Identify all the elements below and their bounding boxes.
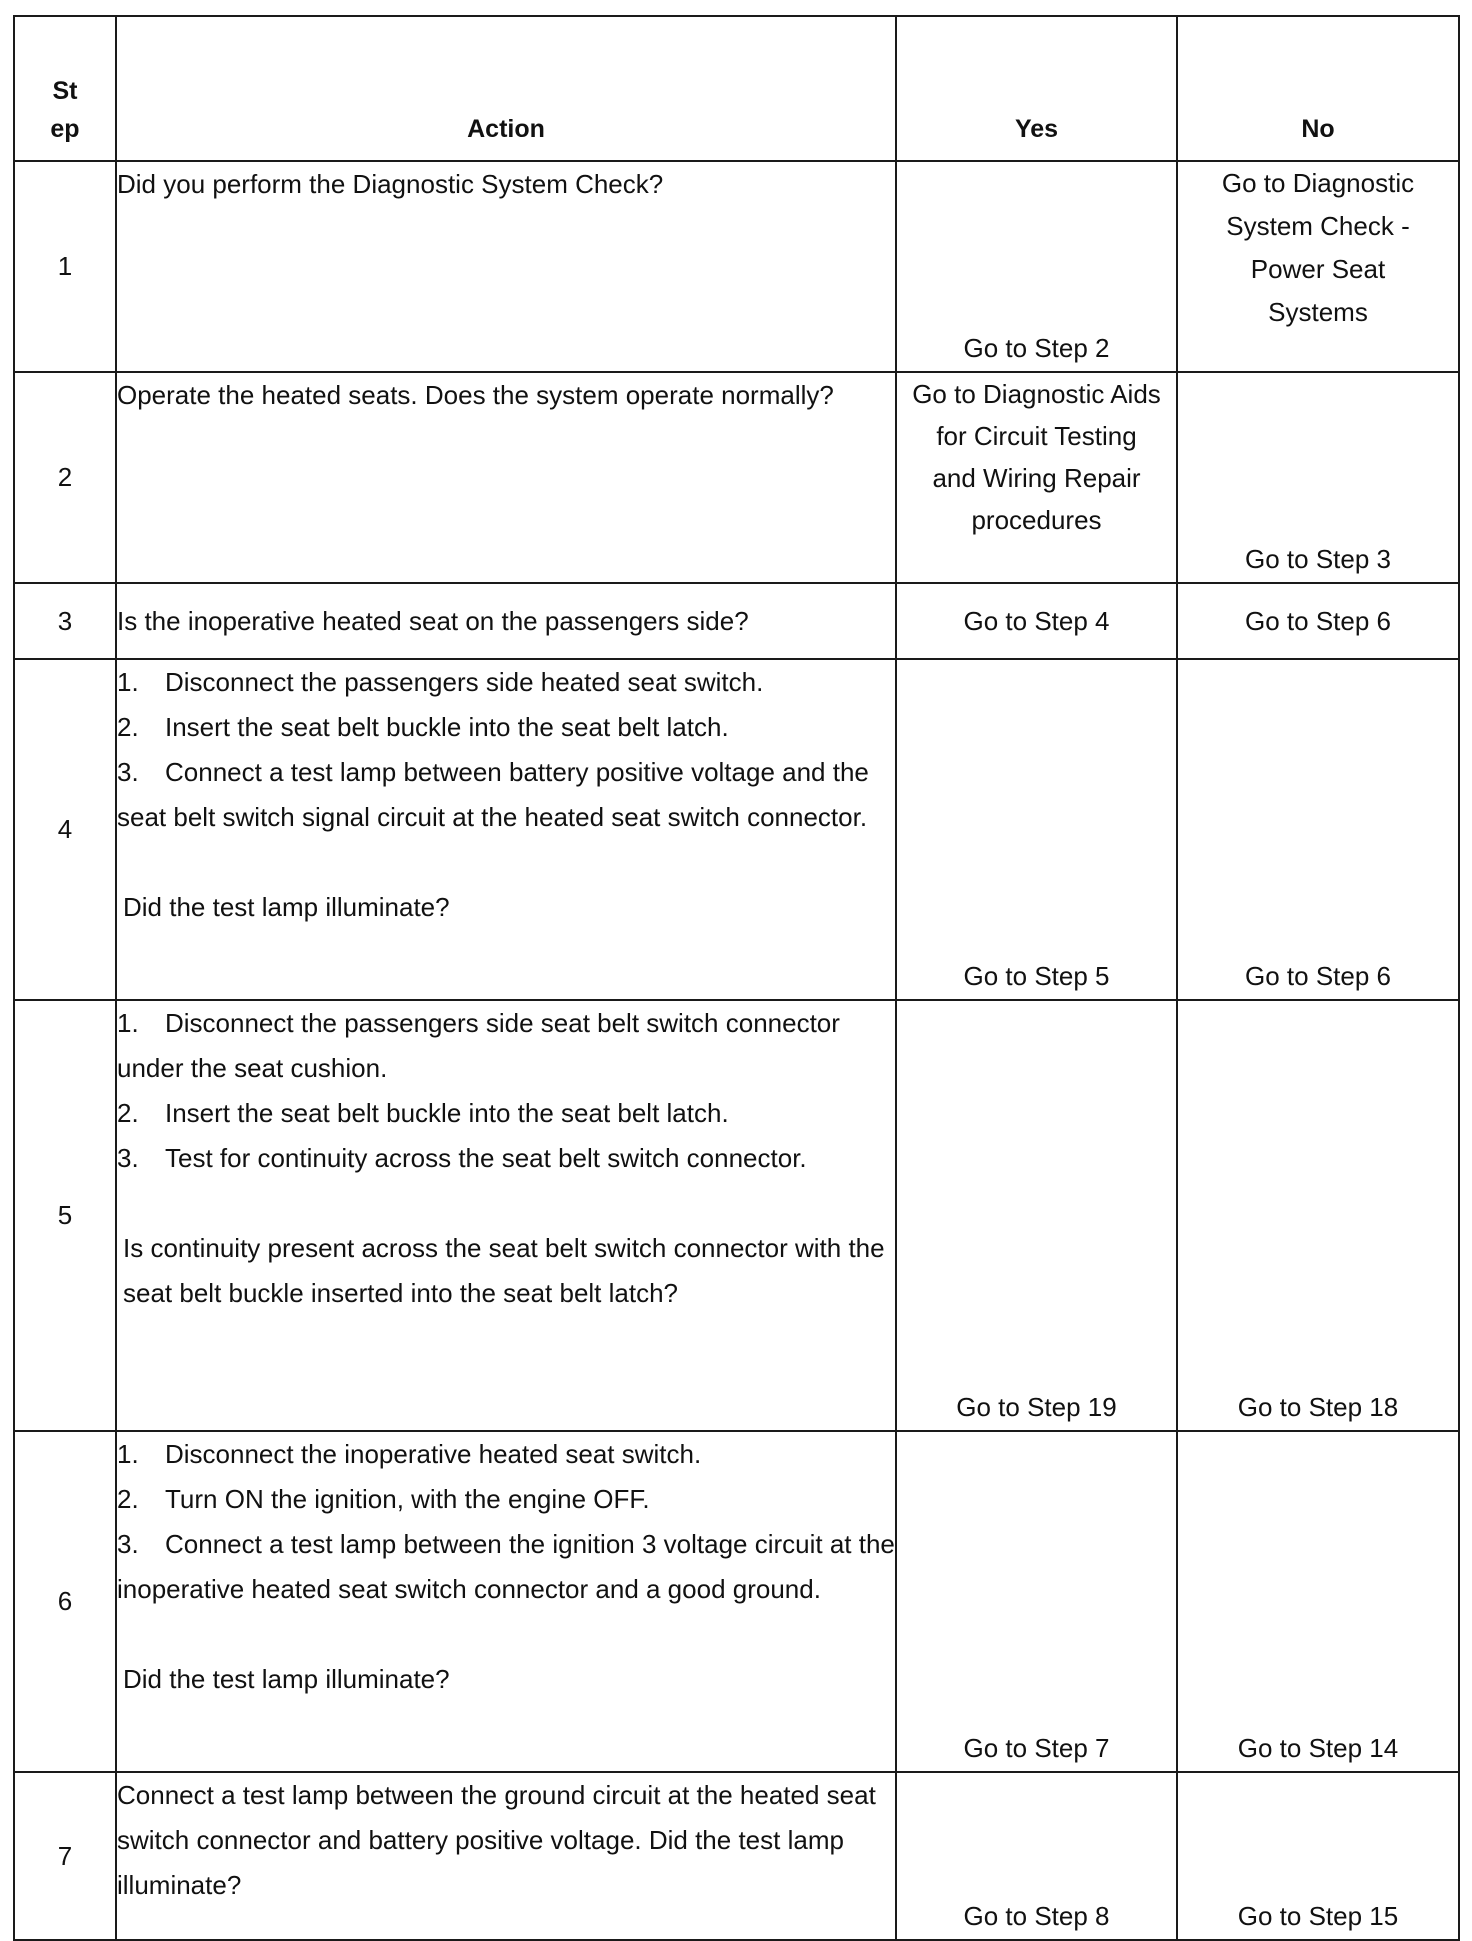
- list-item: [117, 1477, 895, 1522]
- yes-outcome-line: and Wiring Repair: [932, 463, 1141, 493]
- action-cell: [116, 659, 896, 1000]
- action-column-header: Action: [116, 16, 896, 161]
- no-column-header: No: [1177, 16, 1459, 161]
- action-text: Did you perform the Diagnostic System Check?: [116, 161, 896, 372]
- list-item-number: 3.: [117, 1529, 139, 1559]
- table-row-step-4: [14, 659, 1459, 1000]
- no-outcome: Go to Step 18: [1177, 1000, 1459, 1431]
- list-item-number: 2.: [117, 1098, 139, 1128]
- yes-outcome: Go to Step 4: [896, 583, 1177, 659]
- action-cell: [116, 1431, 896, 1772]
- spacer: [117, 1612, 895, 1657]
- no-outcome-line: System Check -: [1226, 211, 1410, 241]
- spacer: [117, 840, 895, 885]
- yes-outcome: Go to Step 8: [896, 1772, 1177, 1940]
- list-item-text: Disconnect the passengers side heated seat switch.: [165, 667, 764, 697]
- no-outcome-line: Power Seat: [1250, 254, 1386, 284]
- table-row-step-6: [14, 1431, 1459, 1772]
- list-item: [117, 1091, 895, 1136]
- list-item-number: 2.: [117, 1484, 139, 1514]
- list-item-text: Insert the seat belt buckle into the seat belt latch.: [165, 712, 729, 742]
- list-item-number: 3.: [117, 1143, 139, 1173]
- action-text: Connect a test lamp between the ground circuit at the heated seat switch connector and battery positive voltage. Did the test lamp illuminate?: [116, 1772, 896, 1940]
- list-item-text: Disconnect the inoperative heated seat switch.: [165, 1439, 702, 1469]
- list-item-text: Test for continuity across the seat belt switch connector.: [165, 1143, 807, 1173]
- list-item-number: 1.: [117, 667, 139, 697]
- list-item-text: Disconnect the passengers side seat belt switch connector under the seat cushion.: [117, 1008, 840, 1083]
- yes-column-header: Yes: [896, 16, 1177, 161]
- step-number: 5: [14, 1000, 116, 1431]
- yes-outcome: Go to Step 19: [896, 1000, 1177, 1431]
- list-item: [117, 1432, 895, 1477]
- list-item: [117, 705, 895, 750]
- list-item-text: Insert the seat belt buckle into the seat belt latch.: [165, 1098, 729, 1128]
- spacer: [117, 1181, 895, 1226]
- list-item-number: 1.: [117, 1008, 139, 1038]
- step-number: 3: [14, 583, 116, 659]
- table-row-step-2: [14, 372, 1459, 583]
- yes-outcome-line: Go to Diagnostic Aids: [912, 379, 1161, 409]
- no-outcome: [1177, 161, 1459, 372]
- list-item: [117, 1522, 895, 1612]
- step-number: 1: [14, 161, 116, 372]
- question-text: Did the test lamp illuminate?: [123, 1664, 450, 1694]
- step-number: 2: [14, 372, 116, 583]
- question-text: Did the test lamp illuminate?: [123, 892, 450, 922]
- action-cell: [116, 1000, 896, 1431]
- step-header-label: St ep: [50, 77, 80, 143]
- yes-outcome: Go to Step 5: [896, 659, 1177, 1000]
- no-outcome-line: Go to Diagnostic: [1221, 168, 1415, 198]
- list-item: [117, 660, 895, 705]
- no-outcome: Go to Step 6: [1177, 659, 1459, 1000]
- table-row-step-3: [14, 583, 1459, 659]
- list-item-number: 2.: [117, 712, 139, 742]
- action-text: Is the inoperative heated seat on the passengers side?: [116, 583, 896, 659]
- question-text: Is continuity present across the seat belt switch connector with the seat belt buckle inserted into the seat belt latch?: [123, 1233, 885, 1308]
- yes-outcome: Go to Step 7: [896, 1431, 1177, 1772]
- yes-outcome-line: for Circuit Testing: [936, 421, 1137, 451]
- no-outcome: Go to Step 3: [1177, 372, 1459, 583]
- step-number: 4: [14, 659, 116, 1000]
- yes-outcome: Go to Step 2: [896, 161, 1177, 372]
- action-text: Operate the heated seats. Does the system operate normally?: [116, 372, 896, 583]
- step-number: 7: [14, 1772, 116, 1940]
- yes-outcome-line: procedures: [971, 505, 1102, 535]
- no-outcome: Go to Step 15: [1177, 1772, 1459, 1940]
- list-item-number: 1.: [117, 1439, 139, 1469]
- yes-outcome: [896, 372, 1177, 583]
- list-item-text: Connect a test lamp between battery positive voltage and the seat belt switch signal circuit at the heated seat switch connector.: [117, 757, 869, 832]
- step-column-header: [14, 16, 116, 161]
- no-outcome: Go to Step 6: [1177, 583, 1459, 659]
- step-number: 6: [14, 1431, 116, 1772]
- list-item-text: Turn ON the ignition, with the engine OFF.: [165, 1484, 650, 1514]
- no-outcome-line: Systems: [1268, 297, 1368, 327]
- table-row-step-5: [14, 1000, 1459, 1431]
- header-row: [14, 16, 1459, 161]
- table-row-step-1: [14, 161, 1459, 372]
- table-row-step-7: [14, 1772, 1459, 1940]
- diagnostic-table: [13, 15, 1460, 1941]
- list-item-text: Connect a test lamp between the ignition 3 voltage circuit at the inoperative heated seat switch connector and a good ground.: [117, 1529, 895, 1604]
- list-item: [117, 1136, 895, 1181]
- list-item: [117, 750, 895, 840]
- no-outcome: Go to Step 14: [1177, 1431, 1459, 1772]
- list-item: [117, 1001, 895, 1091]
- list-item-number: 3.: [117, 757, 139, 787]
